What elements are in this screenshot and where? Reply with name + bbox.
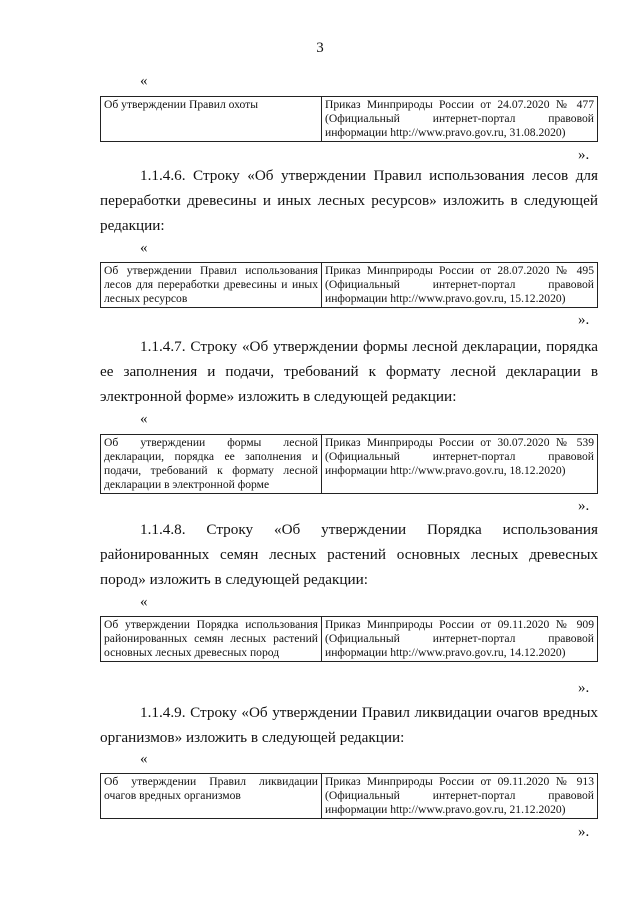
opening-quote: « [140,594,148,610]
clause-paragraph: 1.1.4.7. Строку «Об утверждении формы лесной декларации, порядка ее заполнения и подачи, требований к формату лесной декларации в электронной форме» изложить в следующей редакции: [100,338,598,405]
opening-quote: « [140,411,148,427]
closing-quote: ». [578,498,590,514]
act-title-cell: Об утверждении формы лесной декларации, порядка ее заполнения и подачи, требований к формату лесной декларации в электронной форме [101,435,322,494]
order-reference-cell: Приказ Минприроды России от 24.07.2020 № 477 (Официальный интернет-портал правовой информации http://www.pravo.gov.ru, 31.08.2020) [322,97,598,142]
table-row [101,97,598,142]
closing-quote: ». [578,824,590,840]
table-row [101,774,598,819]
amendment-table [100,96,598,142]
clause-paragraph: 1.1.4.9. Строку «Об утверждении Правил ликвидации очагов вредных организмов» изложить в следующей редакции: [100,704,598,746]
opening-quote: « [140,73,148,89]
act-title-cell: Об утверждении Правил ликвидации очагов вредных организмов [101,774,322,819]
order-reference-cell: Приказ Минприроды России от 09.11.2020 № 913 (Официальный интернет-портал правовой информации http://www.pravo.gov.ru, 21.12.2020) [322,774,598,819]
table-row [101,263,598,308]
act-title-cell: Об утверждении Правил охоты [101,97,322,142]
opening-quote: « [140,240,148,256]
closing-quote: ». [578,147,590,163]
table-row [101,617,598,662]
table-row [101,435,598,494]
act-title-cell: Об утверждении Порядка использования районированных семян лесных растений основных лесных древесных пород [101,617,322,662]
amendment-table [100,434,598,494]
amendment-table [100,262,598,308]
order-reference-cell: Приказ Минприроды России от 30.07.2020 № 539 (Официальный интернет-портал правовой информации http://www.pravo.gov.ru, 18.12.2020) [322,435,598,494]
amendment-table [100,616,598,662]
order-reference-cell: Приказ Минприроды России от 09.11.2020 № 909 (Официальный интернет-портал правовой информации http://www.pravo.gov.ru, 14.12.2020) [322,617,598,662]
act-title-cell: Об утверждении Правил использования лесов для переработки древесины и иных лесных ресурсов [101,263,322,308]
closing-quote: ». [578,312,590,328]
page-number: 3 [316,40,324,56]
clause-paragraph: 1.1.4.6. Строку «Об утверждении Правил использования лесов для переработки древесины и иных лесных ресурсов» изложить в следующей редакции: [100,167,598,234]
order-reference-cell: Приказ Минприроды России от 28.07.2020 № 495 (Официальный интернет-портал правовой информации http://www.pravo.gov.ru, 15.12.2020) [322,263,598,308]
clause-paragraph: 1.1.4.8. Строку «Об утверждении Порядка использования районированных семян лесных растений основных лесных древесных пород» изложить в следующей редакции: [100,521,598,588]
amendment-table [100,773,598,819]
closing-quote: ». [578,680,590,696]
opening-quote: « [140,751,148,767]
